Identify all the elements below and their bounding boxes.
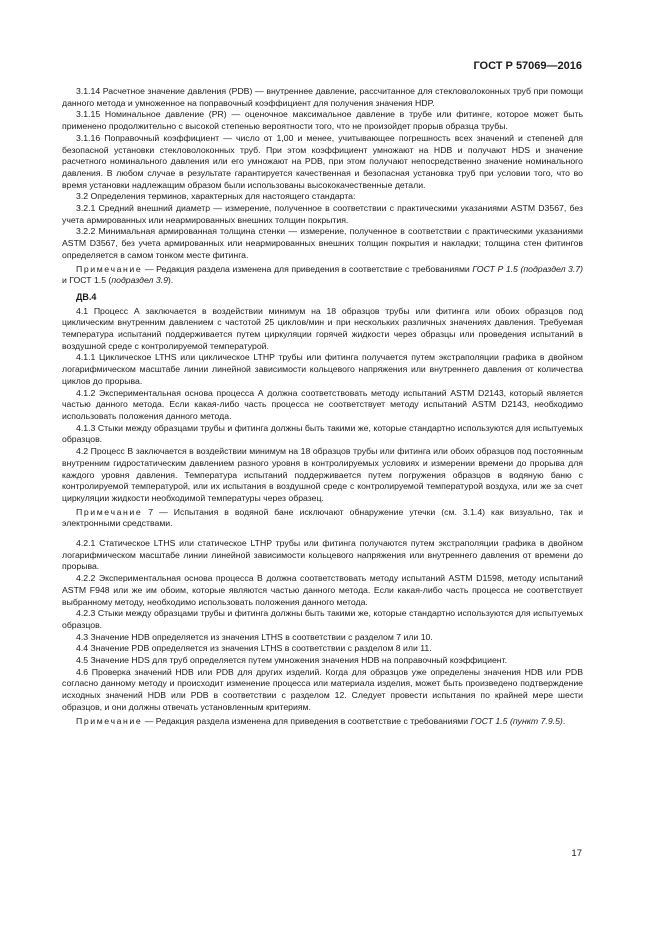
note-ref-gost-r: ГОСТ Р 1.5 bbox=[472, 263, 518, 274]
paragraph-4-2-1: 4.2.1 Статическое LTHS или статическое LTHP трубы или фитинга получаются путем экстраполяции графика в двойном логарифмическом масштабе линии линейной зависимости кольцевого напряжения или внутреннего давления от времени до прорыва. bbox=[62, 538, 583, 572]
note-subsection: (подраздел 3.7) bbox=[520, 263, 584, 274]
note-7 bbox=[62, 507, 583, 530]
note-ref-gost: ГОСТ 1.5 bbox=[470, 715, 508, 726]
note-subsection: (пункт 7.9.5) bbox=[509, 715, 563, 726]
paragraph-4-2: 4.2 Процесс В заключается в воздействии минимум на 18 образцов трубы или фитинга или обоих образцов под постоянным внутренним гидростатическим давлением разного уровня в контролируемых условиях и измерении времени до прорыва для каждого уровня давления. Температура испытаний поддерживается путем погружения образцов в водяную баню с контролируемой температурой, или их испытания в воздушной среде с контролируемой температурой воздуха, или же за счет циркуляции жидкости необходимой температуры через образец. bbox=[62, 446, 583, 503]
paragraph-4-1-3: 4.1.3 Стыки между образцами трубы и фитинга должны быть такими же, которые стандартно используются для испытуемых образцов. bbox=[62, 422, 583, 445]
paragraph-4-3: 4.3 Значение HDB определяется из значения LTHS в соответствии с разделом 7 или 10. bbox=[76, 631, 433, 642]
note-subsection: подраздел 3.9 bbox=[111, 275, 168, 286]
note-label: Примечание bbox=[76, 506, 143, 517]
note-text: ). bbox=[167, 275, 174, 286]
note-text: . bbox=[562, 715, 566, 726]
paragraph-4-1: 4.1 Процесс А заключается в воздействии минимум на 18 образцов трубы или фитинга или обоих образцов под циклическим внутренним давлением с частотой 25 циклов/мин и при нескольких различных значениях давления. Требуемая температура испытаний поддерживается путем циркуляции горячей жидкости через образцы или проведения испытаний в воздушной среде с контролируемой температурой. bbox=[62, 305, 583, 351]
page-number: 17 bbox=[571, 848, 582, 859]
paragraph-3-1-14: 3.1.14 Расчетное значение давления (PDB) — внутреннее давление, рассчитанное для стекловолоконных труб при помощи данного метода и умноженное на поправочный коэффициент для получения значения HDP. bbox=[62, 86, 583, 108]
paragraph-3-1-15: 3.1.15 Номинальное давление (PR) — оценочное максимальное давление в трубе или фитинге, которое может быть применено продолжительно с высокой степенью вероятности того, что не произойдет прорыв образца трубы. bbox=[62, 109, 583, 132]
paragraph-4-1-1: 4.1.1 Циклическое LTHS или циклическое LTHP трубы или фитинга получается путем экстраполяции графика в двойном логарифмическом масштабе линии линейной зависимости кольцевого напряжения или внутреннего давления от количества циклов до прорыва. bbox=[62, 352, 583, 386]
paragraph-4-2-3: 4.2.3 Стыки между образцами трубы и фитинга должны быть такими же, которые стандартно используются для испытуемых образцов. bbox=[62, 608, 583, 630]
note-editorial-1 bbox=[62, 264, 583, 287]
paragraph-4-6: 4.6 Проверка значений HDB или PDB для других изделий. Когда для образцов уже определены значения HDB или PDB согласно данному методу и происходит изменение процесса или материала изделия, может быть произведено подтверждение исходных значений HDB или PDB в соответствии с разделом 12. Следует провести испытания по крайней мере шести образцов, и они должны отвечать установленным критериям. bbox=[62, 666, 583, 712]
paragraph-4-2-2: 4.2.2 Экспериментальная основа процесса В должна соответствовать методу испытаний ASTM D1598, методу испытаний ASTM F948 или же им обоим, которые являются частью данного метода. Если какая-либо часть процесса не соответствует выбранному методу, необходимо использовать положения данного метода. bbox=[62, 573, 583, 607]
paragraph-4-1-2: 4.1.2 Экспериментальная основа процесса А должна соответствовать методу испытаний ASTM D2143, который является частью данного метода. Если какая-либо часть процесса не соответствует методу испытаний ASTM D2143, необходимо использовать положения данного метода. bbox=[62, 387, 583, 421]
paragraph-3-2-1: 3.2.1 Средний внешний диаметр — измерение, полученное в соответствии с практическими указаниями ASTM D3567, без учета армированных или неармированных внешних толщин покрытия. bbox=[62, 203, 583, 225]
paragraph-4-4: 4.4 Значение PDB определяется из значения LTHS в соответствии с разделом 8 или 11. bbox=[76, 643, 432, 654]
paragraph-3-2-2: 3.2.2 Минимальная армированная толщина стенки — измерение, полученное в соответствии с практическими указаниями ASTM D3567, без учета армированных или неармированных внешних толщин покрытия и накладки; толщина стен фитингов определяется в самом тонком месте фитинга. bbox=[62, 226, 583, 260]
document-header: ГОСТ Р 57069—2016 bbox=[473, 60, 582, 72]
paragraph-4-5: 4.5 Значение HDS для труб определяется путем умножения значения HDB на поправочный коэффициент. bbox=[76, 655, 508, 666]
note-label: Примечание bbox=[76, 715, 143, 726]
note-text: — Редакция раздела изменена для приведения в соответствие с требованиями bbox=[142, 715, 471, 726]
paragraph-3-2: 3.2 Определения терминов, характерных для настоящего стандарта: bbox=[76, 191, 356, 202]
section-heading-db4: ДВ.4 bbox=[76, 291, 97, 302]
note-text: и ГОСТ 1.5 ( bbox=[62, 275, 112, 286]
note-text: — Редакция раздела изменена для приведения в соответствие с требованиями bbox=[142, 263, 473, 274]
note-label: Примечание bbox=[76, 263, 143, 274]
note-editorial-2 bbox=[62, 716, 583, 728]
note-text: 7 — Испытания в водяной бане исключают обнаружение утечки (см. 3.1.4) как визуально, так и электронными средствами. bbox=[62, 506, 583, 529]
paragraph-3-1-16: 3.1.16 Поправочный коэффициент — число от 1,00 и менее, учитывающее погрешность всех значений и степеней для безопасной установки стекловолоконных труб. При этом коэффициент умножают на HDB и получают HDS и значение расчетного номинального давления или его умножают на PDB, при этом получают непосредственно значение номинального давления. В любом случае в результате гарантируется качественная и безопасная установка труб при условии того, что во время установки надлежащим образом были использованы высококачественные детали. bbox=[62, 132, 583, 190]
document-body bbox=[62, 86, 583, 727]
